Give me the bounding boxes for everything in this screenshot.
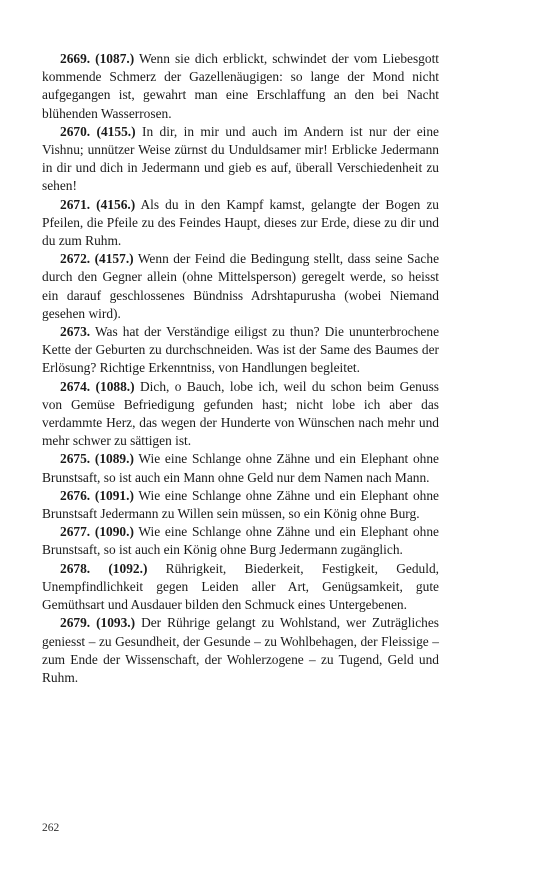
page-number: 262 bbox=[42, 822, 60, 834]
entry-2669 bbox=[42, 50, 439, 123]
entry-number: 2676. (1091.) bbox=[60, 487, 134, 503]
entry-text: Wie eine Schlange ohne Zähne und ein Elephant ohne Brunstsaft, so ist auch ein König ohne Burg Jedermann zugänglich. bbox=[42, 524, 439, 558]
entry-text: Der Rührige gelangt zu Wohlstand, wer Zuträgliches geniesst – zu Gesundheit, der Gesunde – zu Wohlbehagen, der Fleissige – zum Ende der Wissenschaft, der Wohlerzogene – zu Tugend, Geld und Ruhm. bbox=[42, 615, 439, 685]
entry-number: 2674. (1088.) bbox=[60, 378, 135, 394]
entry-number: 2671. (4156.) bbox=[60, 196, 136, 212]
entry-text: In dir, in mir und auch im Andern ist nur der eine Vishnu; unnützer Weise zürnst du Unduldsamer mir! Erblicke Jedermann in dir und dich in Jedermann und gieb es auf, überall Verschiedenheit zu sehen! bbox=[42, 123, 439, 194]
entry-text: Rührigkeit, Biederkeit, Festigkeit, Geduld, Unempfindlichkeit gegen Leiden aller Art, Genügsamkeit, gute Gemüthsart und Ausdauer bilden den Schmuck eines Untergebenen. bbox=[42, 560, 439, 613]
entry-text: Wenn der Feind die Bedingung stellt, dass seine Sache durch den Gegner allein (ohne Mittelsperson) geregelt werde, so heisst ein darauf geschlossenes Bündniss Adrshtapurusha (wobei Niemand gesehen wird). bbox=[42, 251, 440, 321]
entry-number: 2678. (1092.) bbox=[60, 560, 148, 576]
entry-text: Wenn sie dich erblickt, schwindet der vom Liebesgott kommende Schmerz der Gazellenäugigen: so lange der Mond nicht aufgegangen ist, gewahrt man eine Erschlaffung an den bei Nacht blühenden Wasserrosen. bbox=[42, 51, 440, 121]
entry-2679 bbox=[42, 614, 439, 687]
entry-text: Wie eine Schlange ohne Zähne und ein Elephant ohne Brunstsaft, so ist auch ein Mann ohne Geld nur dem Namen nach Mann. bbox=[42, 451, 439, 485]
entry-2674 bbox=[42, 378, 439, 451]
entry-text: Dich, o Bauch, lobe ich, weil du schon beim Genuss von Gemüse Befriedigung gefunden hast; nicht lobe ich aber das verdammte Herz, das wegen der Hunderte von Wünschen nach mehr und mehr schwer zu sättigen ist. bbox=[42, 378, 439, 449]
entry-number: 2670. (4155.) bbox=[60, 123, 136, 139]
entry-text: Was hat der Verständige eiligst zu thun? Die ununterbrochene Kette der Geburten zu durchschneiden. Was ist der Same des Baumes der Erlösung? Richtige Erkenntniss, von Handlungen begleitet. bbox=[42, 324, 440, 376]
entry-2676 bbox=[42, 487, 439, 523]
entry-number: 2673. bbox=[60, 324, 91, 340]
page-body bbox=[42, 50, 439, 687]
entry-2675 bbox=[42, 450, 439, 486]
entry-number: 2672. (4157.) bbox=[60, 251, 134, 267]
entry-2670 bbox=[42, 123, 439, 196]
entry-number: 2679. (1093.) bbox=[60, 615, 136, 631]
entry-2677 bbox=[42, 523, 439, 559]
entry-2672 bbox=[42, 250, 439, 323]
entry-text: Als du in den Kampf kamst, gelangte der Bogen zu Pfeilen, die Pfeile zu des Feindes Haupt, dieses zur Erde, diese zu dir und du zum Ruhm. bbox=[42, 196, 440, 249]
entry-2673 bbox=[42, 323, 439, 378]
entry-text: Wie eine Schlange ohne Zähne und ein Elephant ohne Brunstsaft Jedermann zu Willen sein müssen, so ein König ohne Burg. bbox=[42, 487, 439, 522]
entry-2671 bbox=[42, 196, 439, 251]
entry-2678 bbox=[42, 560, 439, 615]
entry-number: 2677. (1090.) bbox=[60, 524, 134, 540]
entry-number: 2675. (1089.) bbox=[60, 451, 134, 467]
entry-number: 2669. (1087.) bbox=[60, 51, 135, 66]
